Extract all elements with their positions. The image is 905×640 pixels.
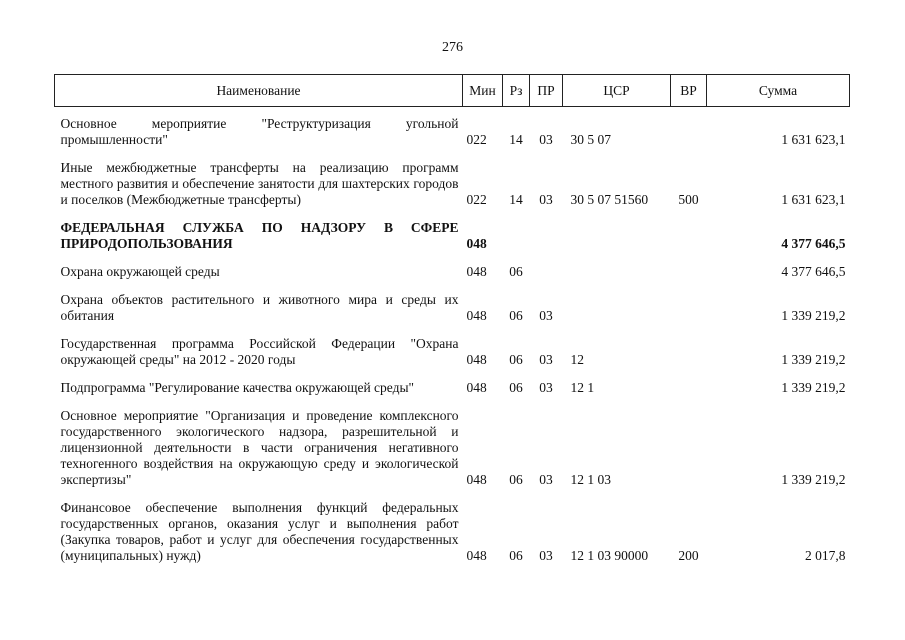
header-csr: ЦСР (563, 75, 671, 107)
row-csr (563, 220, 671, 252)
row-rz: 06 (509, 264, 523, 279)
table-row (55, 220, 850, 252)
row-sum: 1 339 219,2 (781, 308, 846, 323)
row-rz: 06 (509, 352, 523, 367)
row-name: Охрана окружающей среды (60, 264, 220, 279)
row-pr: 03 (539, 308, 553, 323)
row-sum: 1 339 219,2 (781, 472, 846, 487)
row-min: 022 (466, 192, 487, 207)
row-min: 048 (466, 308, 487, 323)
row-pr: 03 (539, 352, 553, 367)
row-rz: 06 (509, 472, 523, 487)
table-row (55, 116, 850, 148)
row-vr: 500 (678, 192, 699, 207)
header-pr: ПР (530, 75, 563, 107)
table-row (55, 264, 850, 280)
row-vr (671, 292, 707, 324)
row-min: 048 (466, 352, 487, 367)
row-name: Финансовое обеспечение выполнения функций федеральных государственных органов, оказания услуг и выполнения работ (Закупка товаров, работ и услуг для обеспечения государственных (муниципальных) нужд) (60, 500, 459, 563)
header-rz: Рз (503, 75, 530, 107)
table-row (55, 160, 850, 208)
row-pr (530, 220, 563, 252)
row-min: 048 (466, 472, 487, 487)
row-csr: 12 (570, 352, 584, 367)
row-csr: 12 1 03 90000 (570, 548, 649, 563)
row-csr: 12 1 03 (570, 472, 611, 487)
header-vr: ВР (671, 75, 707, 107)
row-name: ФЕДЕРАЛЬНАЯ СЛУЖБА ПО НАДЗОРУ В СФЕРЕ ПРИРОДОПОЛЬЗОВАНИЯ (60, 220, 459, 251)
row-min: 048 (466, 236, 487, 251)
row-sum: 1 631 623,1 (781, 192, 846, 207)
row-vr (671, 116, 707, 148)
row-sum: 1 339 219,2 (781, 352, 846, 367)
row-rz: 06 (509, 548, 523, 563)
row-rz: 14 (509, 192, 523, 207)
row-csr (563, 264, 671, 280)
row-vr (671, 264, 707, 280)
row-min: 048 (466, 548, 487, 563)
row-pr: 03 (539, 132, 553, 147)
row-pr: 03 (539, 472, 553, 487)
row-min: 048 (466, 264, 487, 279)
header-min: Мин (463, 75, 503, 107)
table-row (55, 292, 850, 324)
row-pr: 03 (539, 548, 553, 563)
row-rz: 06 (509, 380, 523, 395)
table-row (55, 336, 850, 368)
row-min: 022 (466, 132, 487, 147)
header-sum: Сумма (707, 75, 850, 107)
row-sum: 1 339 219,2 (781, 380, 846, 395)
page-number: 276 (442, 40, 463, 55)
row-vr (671, 408, 707, 488)
header-name: Наименование (55, 75, 463, 107)
header-row (55, 75, 850, 107)
row-pr (530, 264, 563, 280)
row-rz (503, 220, 530, 252)
row-name: Основное мероприятие "Реструктуризация угольной промышленности" (60, 116, 459, 147)
table-row (55, 500, 850, 564)
row-name: Иные межбюджетные трансферты на реализацию программ местного развития и обеспечение занятости для шахтерских городов и поселков (Межбюджетные трансферты) (60, 160, 459, 207)
row-csr: 30 5 07 (570, 132, 611, 147)
row-csr: 30 5 07 51560 (570, 192, 649, 207)
row-name: Подпрограмма "Регулирование качества окружающей среды" (60, 380, 415, 395)
row-min: 048 (466, 380, 487, 395)
row-sum: 4 377 646,5 (781, 236, 846, 251)
row-name: Охрана объектов растительного и животного мира и среды их обитания (60, 292, 459, 323)
row-csr (563, 292, 671, 324)
table-row (55, 380, 850, 396)
row-vr (671, 380, 707, 396)
table-row (55, 408, 850, 488)
budget-table (54, 74, 850, 564)
row-sum: 4 377 646,5 (781, 264, 846, 279)
row-sum: 1 631 623,1 (781, 132, 846, 147)
row-rz: 14 (509, 132, 523, 147)
row-name: Основное мероприятие "Организация и проведение комплексного государственного экологического надзора, разрешительной и лицензионной деятельности в части ограничения негативного техногенного воздействия на окружающую среду и экологической экспертизы" (60, 408, 459, 487)
row-vr (671, 220, 707, 252)
row-rz: 06 (509, 308, 523, 323)
row-vr: 200 (678, 548, 699, 563)
row-pr: 03 (539, 192, 553, 207)
row-vr (671, 336, 707, 368)
row-name: Государственная программа Российской Федерации "Охрана окружающей среды" на 2012 - 2020 годы (60, 336, 459, 367)
row-csr: 12 1 (570, 380, 595, 395)
row-sum: 2 017,8 (805, 548, 846, 563)
row-pr: 03 (539, 380, 553, 395)
